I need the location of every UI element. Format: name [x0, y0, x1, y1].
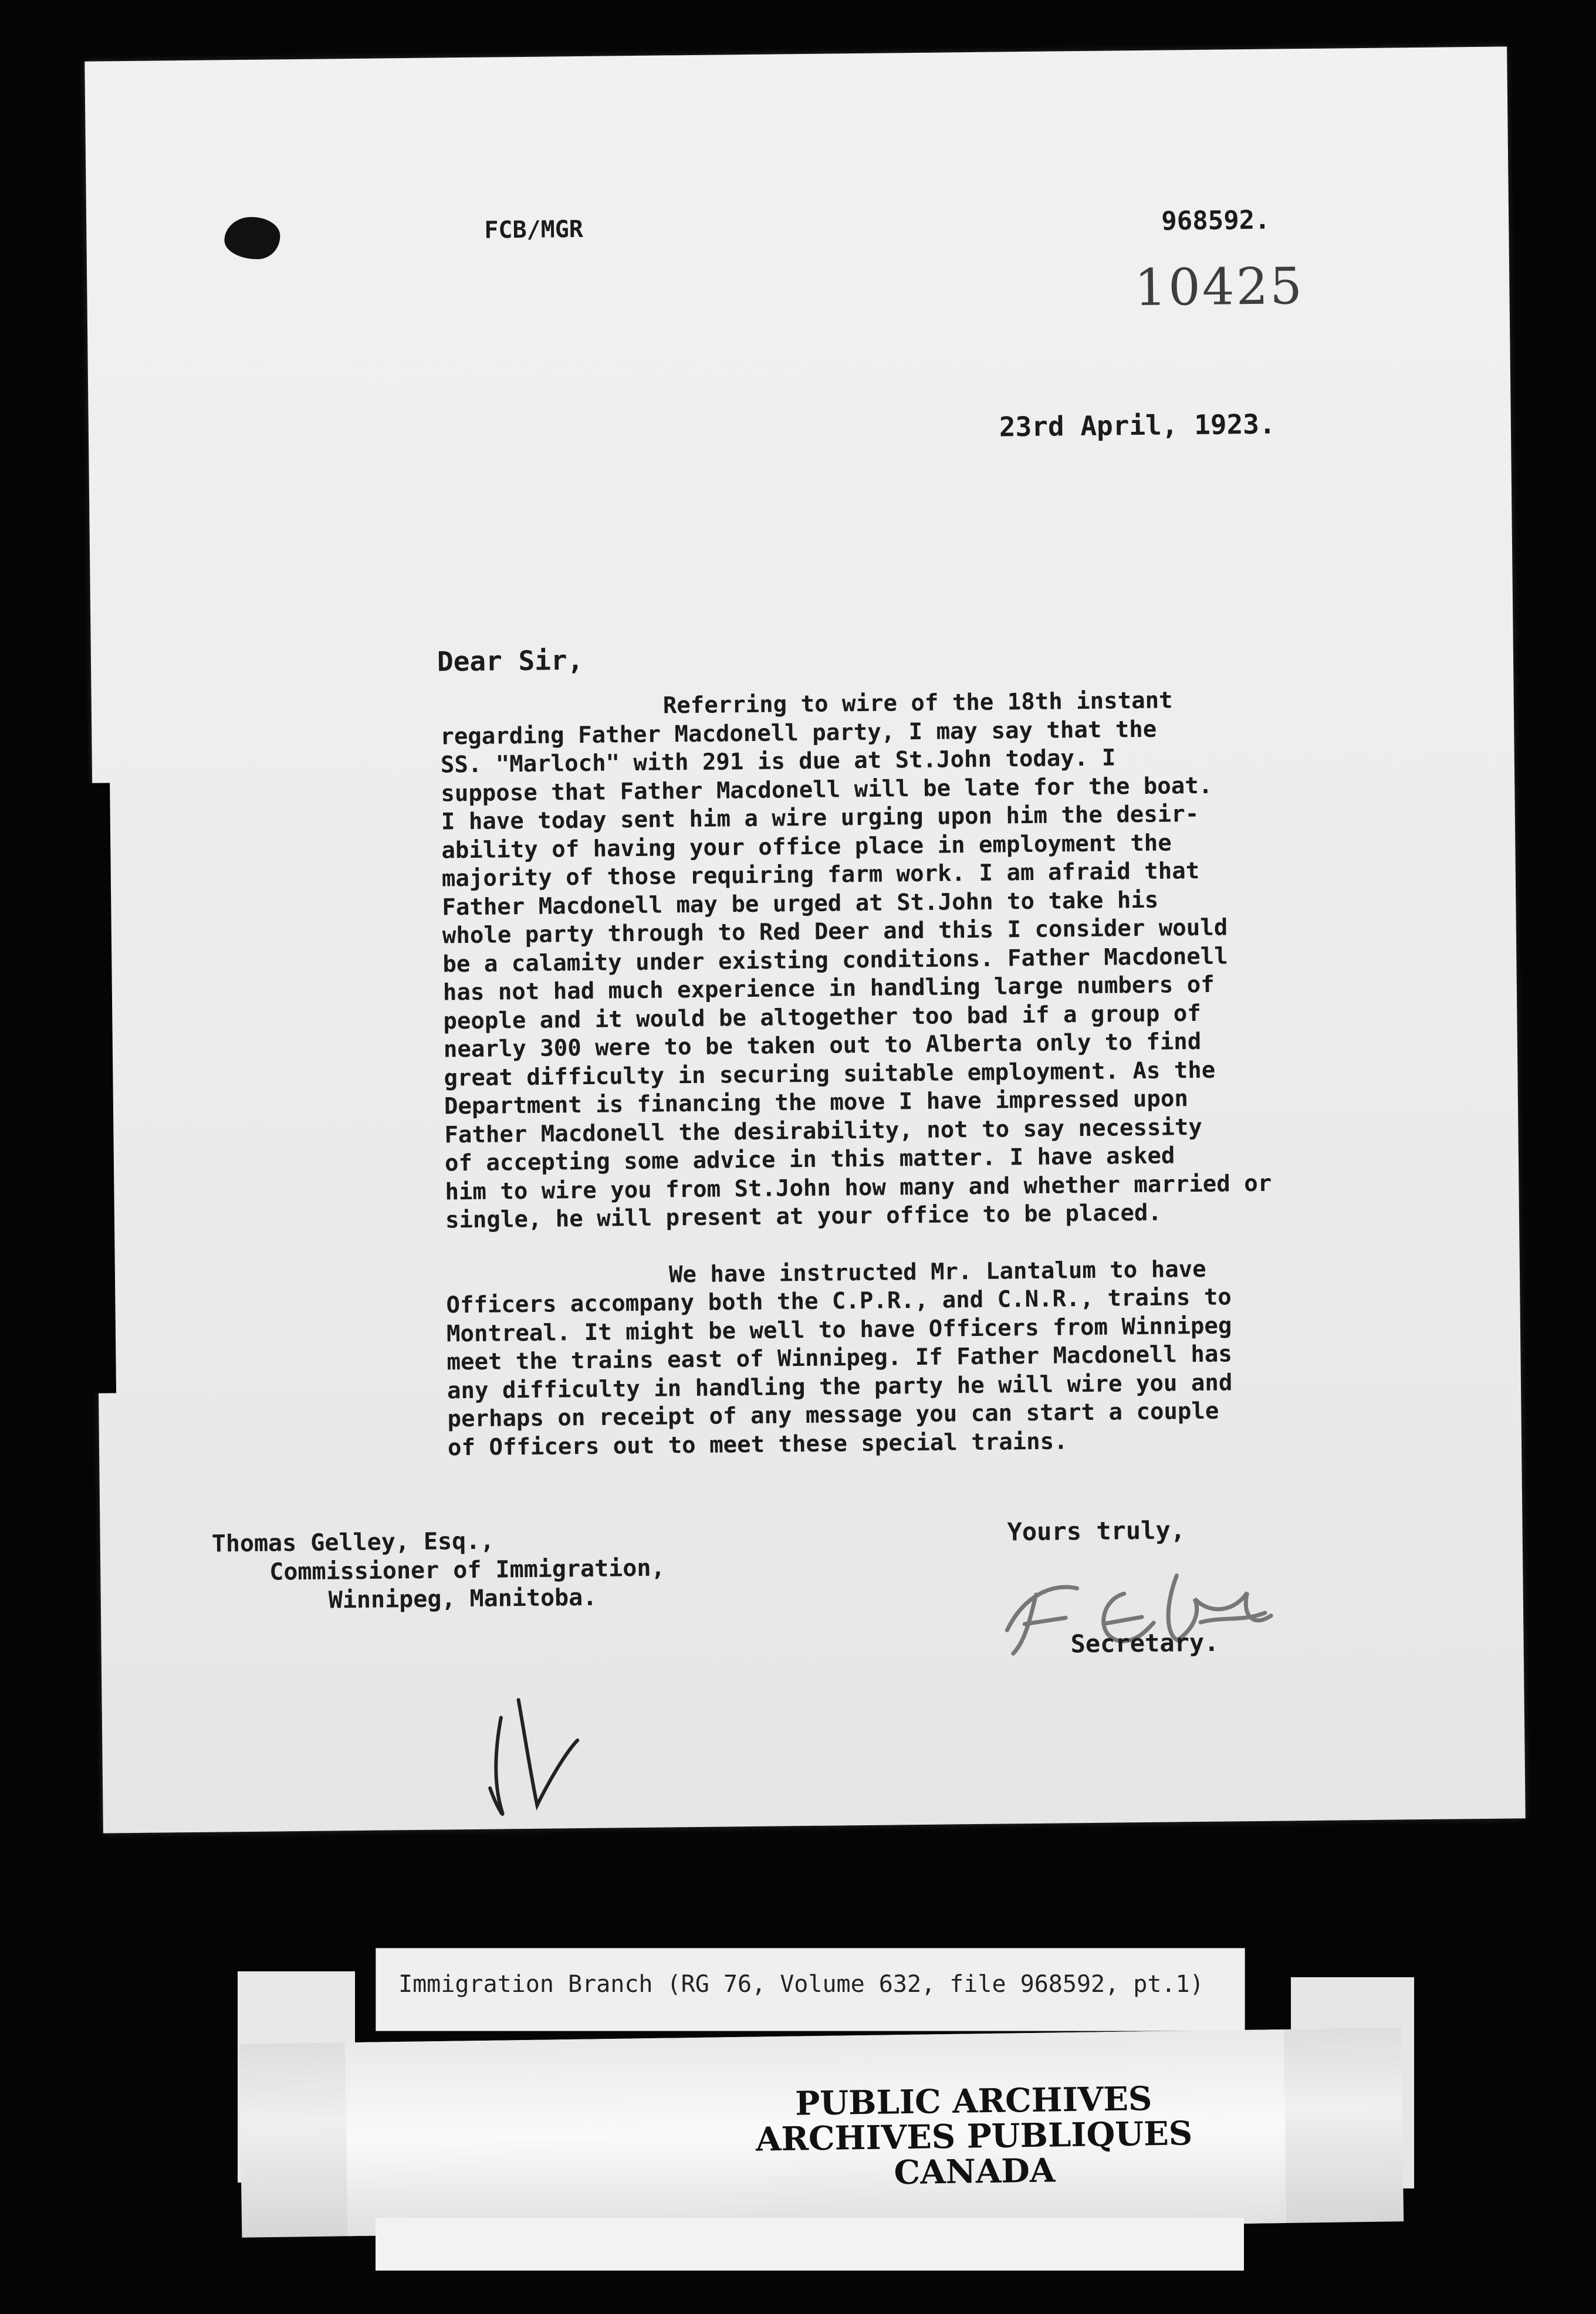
signer-title: Secretary. — [1070, 1628, 1219, 1659]
body-line: Father Macdonell the desirability, not to say necessity — [444, 1114, 1203, 1148]
body-line: him to wire you from St.John how many and whether married or — [445, 1170, 1272, 1205]
body-line: single, he will present at your office to be placed. — [445, 1199, 1162, 1234]
archive-reference: Immigration Branch (RG 76, Volume 632, file 968592, pt.1) — [398, 1971, 1204, 1998]
archive-stamp — [709, 2080, 1239, 2193]
body-line: whole party through to Red Deer and this I consider would — [442, 914, 1228, 949]
reference-initials: FCB/MGR — [484, 215, 584, 244]
paragraph — [440, 685, 1361, 1235]
body-line: meet the trains east of Winnipeg. If Father Macdonell has — [447, 1341, 1233, 1376]
body-line: great difficulty in securing suitable employment. As the — [444, 1057, 1216, 1091]
closing: Yours truly, — [1007, 1515, 1186, 1547]
stamp-line: CANADA — [894, 2151, 1056, 2193]
body-line: ability of having your office place in employment the — [441, 829, 1172, 864]
handwritten-initials — [483, 1693, 584, 1829]
recipient-title: Commissioner of Immigration, — [269, 1554, 665, 1586]
page-edge-shadow — [0, 783, 116, 1394]
body-line: We have instructed Mr. Lantalum to have — [668, 1256, 1206, 1288]
body-line: be a calamity under existing conditions. Father Macdonell — [442, 942, 1228, 977]
archive-bottom-strip — [376, 2218, 1244, 2271]
body-line: regarding Father Macdonell party, I may say that the — [440, 716, 1157, 750]
stamp-line: PUBLIC ARCHIVES — [794, 2079, 1152, 2123]
body-line: Father Macdonell may be urged at St.John to take his — [442, 887, 1159, 921]
body-line: nearly 300 were to be taken out to Alberta only to find — [443, 1028, 1202, 1063]
body-line: of accepting some advice in this matter. I have asked — [444, 1142, 1175, 1177]
body-line: Officers accompany both the C.P.R., and C.N.R., trains to — [446, 1284, 1232, 1319]
salutation: Dear Sir, — [437, 644, 584, 678]
letter-page — [84, 46, 1525, 1833]
letter-body — [440, 685, 1364, 1490]
stamp-line: ARCHIVES PUBLIQUES — [755, 2114, 1193, 2159]
body-line: any difficulty in handling the party he will wire you and — [447, 1369, 1233, 1404]
body-line: majority of those requiring farm work. I am afraid that — [441, 857, 1200, 892]
body-line: SS. "Marloch" with 291 is due at St.John today. I — [440, 745, 1116, 779]
recipient-name: Thomas Gelley, Esq., — [211, 1527, 495, 1558]
ink-blot — [224, 216, 280, 259]
file-number: 968592. — [1161, 205, 1270, 236]
archive-tape — [239, 2028, 1404, 2238]
recipient-address — [211, 1525, 665, 1616]
tape-inner — [345, 2029, 1286, 2236]
stamped-number: 10425 — [1134, 257, 1304, 318]
paragraph — [446, 1254, 1363, 1463]
body-line: suppose that Father Macdonell will be late for the boat. — [441, 772, 1213, 807]
body-line: Referring to wire of the 18th instant — [662, 687, 1173, 719]
letter-date: 23rd April, 1923. — [999, 408, 1276, 443]
body-line: people and it would be altogether too bad if a group of — [443, 1000, 1201, 1034]
body-line: of Officers out to meet these special trains. — [447, 1427, 1068, 1461]
body-line: has not had much experience in handling large numbers of — [442, 971, 1215, 1006]
archive-label-strip — [376, 1948, 1245, 2031]
body-line: Department is financing the move I have impressed upon — [444, 1085, 1189, 1120]
body-line: I have today sent him a wire urging upon him the desir- — [441, 800, 1199, 835]
recipient-place: Winnipeg, Manitoba. — [328, 1584, 597, 1614]
body-line: perhaps on receipt of any message you can start a couple — [447, 1398, 1219, 1433]
body-line: Montreal. It might be well to have Officers from Winnipeg — [446, 1312, 1232, 1347]
